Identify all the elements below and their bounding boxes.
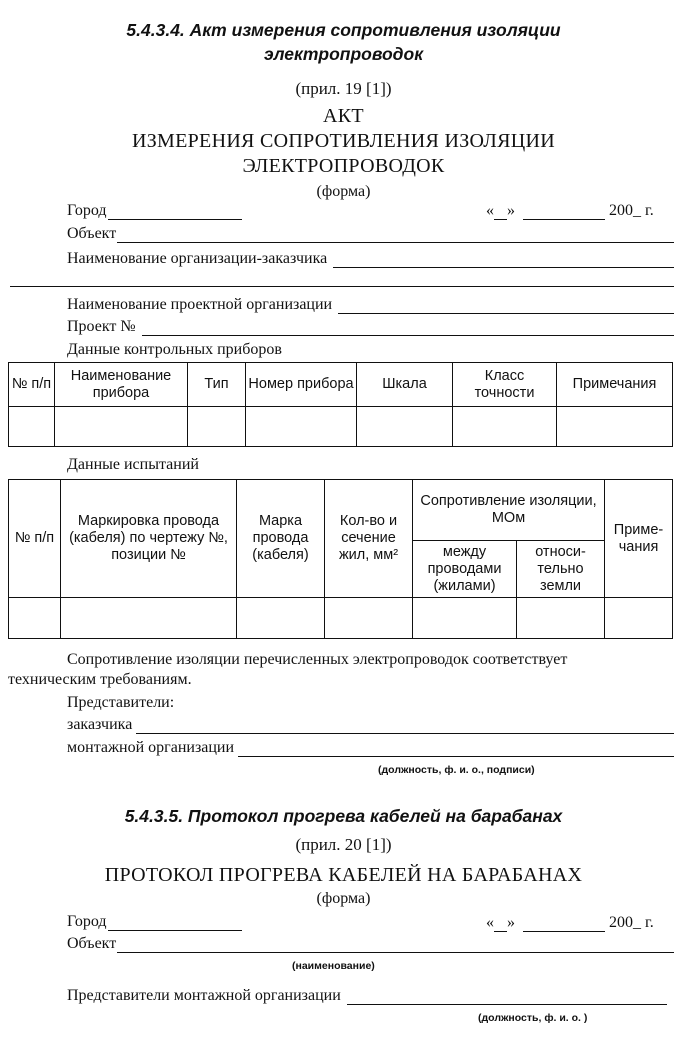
tests-col-between-wires: между проводами (жилами) [413, 541, 517, 598]
instruments-cell[interactable] [357, 407, 453, 447]
tests-col-resistance-group: Сопротивление изоляции, МОм [413, 480, 605, 541]
tests-empty-row[interactable] [9, 598, 673, 639]
tests-header-row-1 [9, 480, 673, 541]
city-field[interactable] [67, 200, 242, 220]
object-field[interactable] [67, 223, 674, 243]
form-label-2: (форма) [316, 890, 371, 907]
customer-rep-field[interactable] [67, 714, 674, 734]
instruments-cell[interactable] [453, 407, 557, 447]
installer-rep-label: монтажной организации [67, 739, 235, 756]
tests-cell[interactable] [605, 598, 673, 639]
doc-title-protocol: ПРОТОКОЛ ПРОГРЕВА КАБЕЛЕЙ НА БАРАБАНАХ [104, 864, 583, 886]
tests-table [8, 479, 673, 639]
tests-cell[interactable] [61, 598, 237, 639]
position-note: (должность, ф. и. о. ) [478, 1012, 588, 1024]
doc-title-act: АКТ [323, 105, 364, 127]
tests-cell[interactable] [237, 598, 325, 639]
customer-org-continuation-line[interactable] [10, 286, 674, 287]
instruments-cell[interactable] [557, 407, 673, 447]
tests-heading: Данные испытаний [67, 456, 199, 473]
tests-col-marking: Маркировка провода (кабеля) по чертежу №, позиции № [61, 480, 237, 598]
object-label: Объект [67, 225, 117, 242]
year-label: 200_ г. [609, 202, 654, 219]
instruments-col-scale: Шкала [357, 363, 453, 407]
section-heading-act-line2: электропроводок [263, 44, 424, 64]
instruments-col-class: Класс точности [453, 363, 557, 407]
instruments-col-num: № п/п [9, 363, 55, 407]
design-org-label: Наименование проектной организации [67, 296, 333, 313]
instruments-col-notes: Примечания [557, 363, 673, 407]
section-heading-act-line1: 5.4.3.4. Акт измерения сопротивления изоляции [126, 20, 561, 40]
installer-reps-field[interactable] [67, 985, 667, 1005]
tests-col-num: № п/п [9, 480, 61, 598]
doc-title-measurement: ИЗМЕРЕНИЯ СОПРОТИВЛЕНИЯ ИЗОЛЯЦИИ [131, 130, 556, 152]
section-heading-protocol: 5.4.3.5. Протокол прогрева кабелей на барабанах [124, 806, 563, 826]
instruments-col-number: Номер прибора [246, 363, 357, 407]
customer-org-label: Наименование организации-заказчика [67, 250, 328, 267]
instruments-cell[interactable] [188, 407, 246, 447]
date-close-quote: » [507, 202, 515, 219]
customer-rep-label: заказчика [67, 716, 133, 733]
tests-cell[interactable] [325, 598, 413, 639]
tests-cell[interactable] [9, 598, 61, 639]
city-label-2: Город [67, 913, 107, 930]
instruments-col-type: Тип [188, 363, 246, 407]
object-field-2[interactable] [67, 933, 674, 953]
tests-col-to-ground: относи-тельно земли [517, 541, 605, 598]
instruments-cell[interactable] [9, 407, 55, 447]
date-field[interactable] [486, 202, 654, 220]
design-org-field[interactable] [67, 294, 674, 314]
city-label: Город [67, 202, 107, 219]
instruments-cell[interactable] [246, 407, 357, 447]
appendix-ref-19: (прил. 19 [1]) [295, 79, 392, 98]
name-note: (наименование) [292, 960, 375, 972]
form-label: (форма) [316, 183, 371, 200]
tests-col-notes: Приме-чания [605, 480, 673, 598]
doc-title-wiring: ЭЛЕКТРОПРОВОДОК [242, 155, 445, 177]
tests-col-count-section: Кол-во и сечение жил, мм² [325, 480, 413, 598]
date-open-quote: « [486, 202, 494, 219]
representatives-label: Представители: [67, 694, 175, 711]
appendix-ref-20: (прил. 20 [1]) [295, 835, 392, 854]
instruments-empty-row[interactable] [9, 407, 673, 447]
project-label: Проект № [67, 318, 136, 335]
instruments-table [8, 362, 673, 447]
signature-note: (должность, ф. и. о., подписи) [378, 764, 535, 776]
installer-reps-label: Представители монтажной организации [67, 987, 341, 1004]
instruments-heading: Данные контрольных приборов [67, 341, 282, 358]
conclusion-line-2: техническим требованиям. [8, 671, 192, 688]
instruments-col-name: Наименование прибора [55, 363, 188, 407]
object-label-2: Объект [67, 935, 117, 952]
project-field[interactable] [67, 316, 674, 336]
instruments-cell[interactable] [55, 407, 188, 447]
conclusion-line-1: Сопротивление изоляции перечисленных электропроводок соответствует [67, 651, 568, 668]
instruments-header-row [9, 363, 673, 407]
date-field-2[interactable] [486, 914, 654, 932]
installer-rep-field[interactable] [67, 737, 674, 757]
customer-org-field[interactable] [67, 248, 674, 268]
year-label-2: 200_ г. [609, 914, 654, 931]
tests-cell[interactable] [413, 598, 517, 639]
city-field-2[interactable] [67, 911, 242, 931]
tests-cell[interactable] [517, 598, 605, 639]
date-close-quote-2: » [507, 914, 515, 931]
date-open-quote-2: « [486, 914, 494, 931]
tests-col-brand: Марка провода (кабеля) [237, 480, 325, 598]
